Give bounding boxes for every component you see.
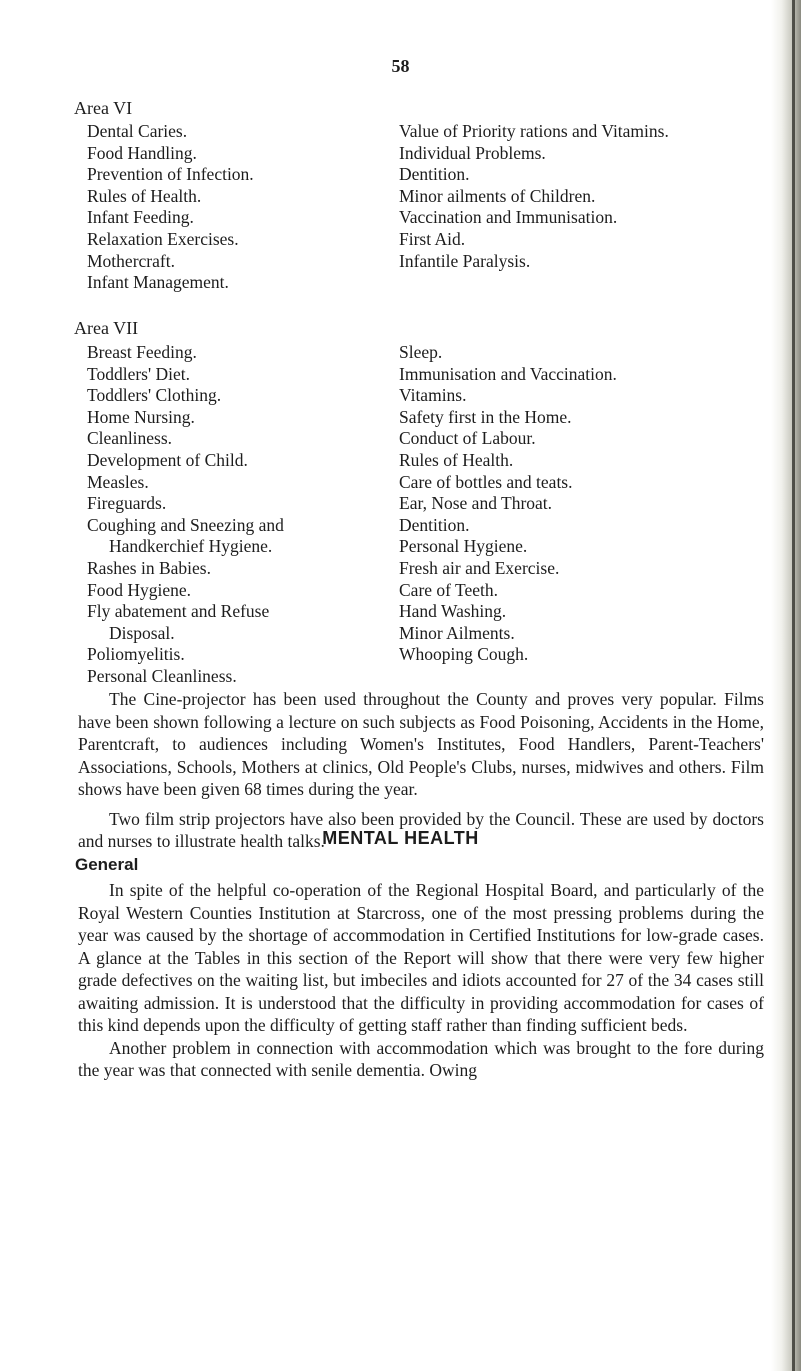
list-item: Mothercraft. <box>87 250 175 271</box>
list-item: Rules of Health. <box>87 185 202 206</box>
area-vii-left-list <box>87 342 284 688</box>
list-item: Safety first in the Home. <box>399 406 572 427</box>
list-item: Vitamins. <box>399 385 467 406</box>
list-item: Infant Management. <box>87 272 229 293</box>
list-item: Personal Cleanliness. <box>87 665 237 686</box>
list-item: Dental Caries. <box>87 121 188 141</box>
list-item: Prevention of Infection. <box>87 164 254 185</box>
list-item: Personal Hygiene. <box>399 536 528 557</box>
area-vii-right-list <box>399 342 617 666</box>
film-strip-paragraph: Two film strip projectors have also been provided by the Council. These are used by doctors and nurses to illustrate health talks. <box>78 808 764 851</box>
list-item: Rashes in Babies. <box>87 557 211 578</box>
list-item: First Aid. <box>399 228 466 249</box>
page-binding-line <box>792 0 795 1371</box>
list-item: Sleep. <box>399 342 443 362</box>
list-item: Value of Priority rations and Vitamins. <box>399 121 669 141</box>
list-item: Food Handling. <box>87 142 197 163</box>
list-item: Handkerchief Hygiene. <box>109 536 273 557</box>
list-item: Immunisation and Vaccination. <box>399 363 617 384</box>
page-edge-shadow <box>771 0 801 1371</box>
general-subheading: General <box>75 855 139 874</box>
area-vi-heading: Area VI <box>74 98 133 118</box>
list-item: Dentition. <box>399 164 470 185</box>
accommodation-paragraph: In spite of the helpful co-operation of the Regional Hospital Board, and particularly of the Royal Western Counties Institution at Starcross, one of the most pressing problems during the year was caused by the shortage of accommodation in Certified Institutions for low-grade cases. A glance at the Tables in this section of the Report will show that there were very few higher grade defectives on the waiting list, but imbeciles and idiots accounted for 27 of the 34 cases still awaiting admission. It is understood that the difficulty in providing accommodation for cases of this kind depends upon the difficulty of getting staff rather than finding sufficient beds. <box>78 880 764 1035</box>
mental-health-title: MENTAL HEALTH <box>322 828 479 848</box>
list-item: Toddlers' Clothing. <box>87 385 222 406</box>
cine-projector-paragraph: The Cine-projector has been used throughout the County and proves very popular. Films have been shown following a lecture on such subjects as Food Poisoning, Accidents in the Home, Parentcraft, to audiences including Women's Institutes, Food Handlers, Parent-Teachers' Associations, Schools, Mothers at clinics, Old People's Clubs, nurses, midwives and others. Film shows have been given 68 times during the year. <box>78 689 764 799</box>
list-item: Fireguards. <box>87 493 167 514</box>
list-item: Infantile Paralysis. <box>399 250 531 271</box>
list-item: Conduct of Labour. <box>399 428 536 449</box>
list-item: Relaxation Exercises. <box>87 228 239 249</box>
list-item: Hand Washing. <box>399 601 507 622</box>
list-item: Rules of Health. <box>399 449 514 470</box>
list-item: Vaccination and Immunisation. <box>399 207 618 228</box>
list-item: Development of Child. <box>87 449 248 470</box>
list-item: Poliomyelitis. <box>87 644 185 665</box>
senile-dementia-paragraph: Another problem in connection with accommodation which was brought to the fore during the year was that connected with senile dementia. Owing <box>78 1037 764 1080</box>
mental-health-text <box>78 879 764 1082</box>
list-item: Toddlers' Diet. <box>87 363 191 384</box>
list-item: Minor Ailments. <box>399 622 515 643</box>
list-item: Care of Teeth. <box>399 579 499 600</box>
list-item: Individual Problems. <box>399 142 546 163</box>
list-item: Home Nursing. <box>87 406 195 427</box>
area-vi-right-list <box>399 121 669 272</box>
list-item: Food Hygiene. <box>87 579 192 600</box>
list-item: Ear, Nose and Throat. <box>399 493 553 514</box>
area-vi-left-list <box>87 121 254 294</box>
list-item: Infant Feeding. <box>87 207 194 228</box>
list-item: Minor ailments of Children. <box>399 185 596 206</box>
list-item: Fresh air and Exercise. <box>399 557 560 578</box>
list-item: Coughing and Sneezing and <box>87 514 284 535</box>
list-item: Care of bottles and teats. <box>399 471 573 492</box>
list-item: Fly abatement and Refuse <box>87 601 270 622</box>
area-vii-heading: Area VII <box>74 318 139 338</box>
list-item: Whooping Cough. <box>399 644 529 665</box>
page-number: 58 <box>391 56 410 76</box>
list-item: Breast Feeding. <box>87 342 197 362</box>
list-item: Cleanliness. <box>87 428 173 449</box>
list-item: Disposal. <box>109 622 175 643</box>
list-item: Dentition. <box>399 514 470 535</box>
list-item: Measles. <box>87 471 149 492</box>
